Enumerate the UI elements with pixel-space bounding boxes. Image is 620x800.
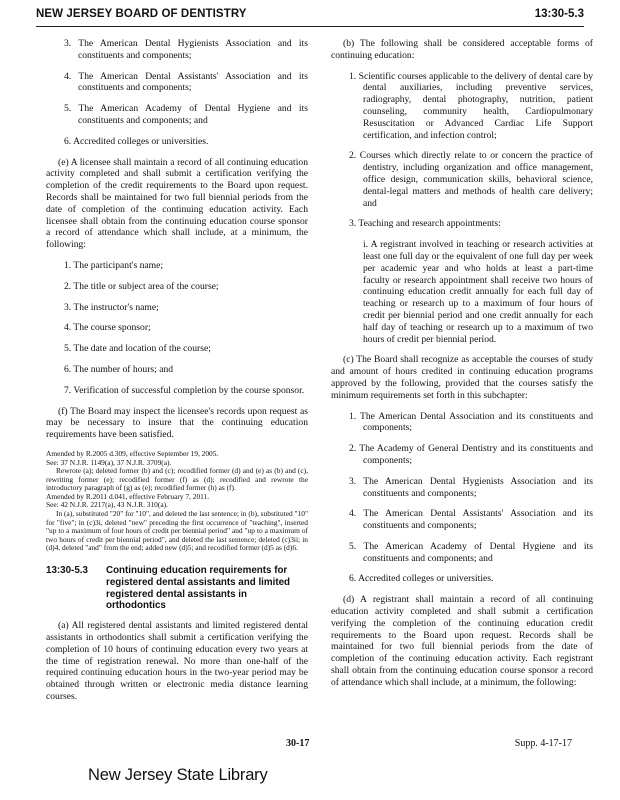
- list-item: 4. The American Dental Assistants' Association and its constituents and components;: [349, 508, 593, 532]
- supplement-date: Supp. 4-17-17: [514, 738, 572, 749]
- list-item: 4. The American Dental Assistants' Association and its constituents and components;: [64, 70, 308, 94]
- history-note: Amended by R.2005 d.309, effective September 19, 2005.: [46, 448, 219, 458]
- history-note: See: 42 N.J.R. 2217(a), 43 N.J.R. 310(a).: [46, 500, 168, 510]
- history-note: Amended by R.2011 d.041, effective February 7, 2011.: [46, 491, 210, 501]
- header-rule: [36, 26, 584, 27]
- list-item: 2. Courses which directly relate to or concern the practice of dentistry, including organization and office management, office design, communication skills, behavioral science, dental-legal matters and methods of health care delivery; and: [349, 150, 593, 209]
- list-item: 3. The American Dental Hygienists Association and its constituents and components;: [349, 475, 593, 499]
- library-stamp: New Jersey State Library: [88, 766, 268, 784]
- list-item: 2. The Academy of General Dentistry and its constituents and components;: [349, 443, 593, 466]
- section-number: 13:30-5.3: [46, 565, 88, 577]
- list-item: 5. The American Academy of Dental Hygiene and its constituents and components; and: [64, 103, 308, 126]
- list-item: 6. The number of hours; and: [64, 363, 174, 375]
- sub-item-i: i. A registrant involved in teaching or research activities at least one full day or the equivalent of one full day per week per academic year and who holds at least a part-time faculty or research appointment shall receive two hours of continuing education credit annually for each full day of teaching or research up to a maximum of four hours of credit per biennial period and one credit annually for each half day of teaching or research up to a maximum of two hours of credit per biennial period.: [363, 239, 593, 345]
- page-number: 30-17: [286, 738, 310, 749]
- list-item: 1. Scientific courses applicable to the delivery of dental care by dental auxiliaries, including preventive services, radiography, dental photography, nutrition, patient counseling, community health, Cardiopulmonary Resuscitation or Advanced Cardiac Life Support certification, and infection control;: [349, 70, 593, 141]
- list-item: 5. The date and location of the course;: [64, 343, 211, 355]
- header-title: NEW JERSEY BOARD OF DENTISTRY: [36, 8, 247, 20]
- list-item: 3. The American Dental Hygienists Association and its constituents and components;: [64, 38, 308, 61]
- left-column: [46, 38, 308, 712]
- paragraph-f: (f) The Board may inspect the licensee's records upon request as may be necessary to insure that the continuing education requirements have been satisfied.: [46, 405, 308, 441]
- list-item: 1. The participant's name;: [64, 259, 164, 271]
- paragraph-b: (b) The following shall be considered acceptable forms of continuing education:: [331, 38, 593, 61]
- history-note: In (a), substituted "20" for "10", and deleted the last sentence; in (b), substituted "10" for "five"; in (c)3i, deleted "new" preceding the first occurrence of "teaching", inserted "up to a maximum of four hours of credit per biennial period" and "up to a maximum of two hours of credit per biennial period", and deleted the last sentence; deleted (c)3ii; in (d)4, deleted "and" from the end; added new (d)5; and recodified former (d)5 as (d)6.: [46, 509, 308, 553]
- list-item: 6. Accredited colleges or universities.: [349, 573, 494, 585]
- paragraph-c: (c) The Board shall recognize as acceptable the courses of study and amount of hours credited in continuing education programs approved by the following, provided that the courses satisfy the minimum requirements set forth in this subchapter:: [331, 354, 593, 401]
- paragraph-e: (e) A licensee shall maintain a record of all continuing education activity completed and shall submit a certification verifying the completion of the credit requirements to the Board upon request. Records shall be maintained for two full biennial periods from the date of completion of the continuing education activity. Each licensee shall obtain from the continuing education course sponsor a record of attendance which shall include, at a minimum, the following:: [46, 156, 308, 251]
- history-notes: [46, 450, 308, 553]
- paragraph-d: (d) A registrant shall maintain a record of all continuing education activity completed and shall submit a certification verifying the completion of the continuing education credit requirements to the Board upon request. Records shall be maintained for two full biennial periods from the date of completion of the continuing education activity. Each registrant shall obtain from the continuing education course sponsor a record of attendance which shall include, at a minimum, the following:: [331, 594, 593, 688]
- list-item: 3. The instructor's name;: [64, 301, 159, 313]
- paragraph-a: (a) All registered dental assistants and limited registered dental assistants in orthodontics shall submit a certification verifying the completion of 10 hours of continuing education every two years at the time of registration renewal. No more than one-half of the required continuing education hours in the two-year period may be obtained through written or electronic media distance learning courses.: [46, 620, 308, 703]
- list-item: 3. Teaching and research appointments:: [349, 218, 501, 230]
- header-section-number: 13:30-5.3: [534, 8, 584, 20]
- list-item: 6. Accredited colleges or universities.: [64, 135, 209, 147]
- list-item: 2. The title or subject area of the course;: [64, 280, 219, 292]
- list-item: 4. The course sponsor;: [64, 322, 151, 334]
- section-title: Continuing education requirements for registered dental assistants and limited registered dental assistants in orthodontics: [106, 565, 291, 612]
- list-item: 7. Verification of successful completion by the course sponsor.: [64, 384, 305, 396]
- running-header: [36, 8, 584, 26]
- history-note: See: 37 N.J.R. 1149(a), 37 N.J.R. 3709(a).: [46, 457, 172, 467]
- right-column: [331, 38, 593, 698]
- list-item: 5. The American Academy of Dental Hygiene and its constituents and components; and: [349, 540, 593, 564]
- list-item: 1. The American Dental Association and its constituents and components;: [349, 410, 593, 434]
- section-heading: [46, 565, 308, 612]
- history-note: Rewrote (a); deleted former (b) and (c); recodified former (d) and (e) as (b) and (c), rewriting former (e); recodified former (f) as (d); recodified and rewrote the introductory paragraph of (g) as (e); recodified former (h) as (f).: [46, 466, 308, 493]
